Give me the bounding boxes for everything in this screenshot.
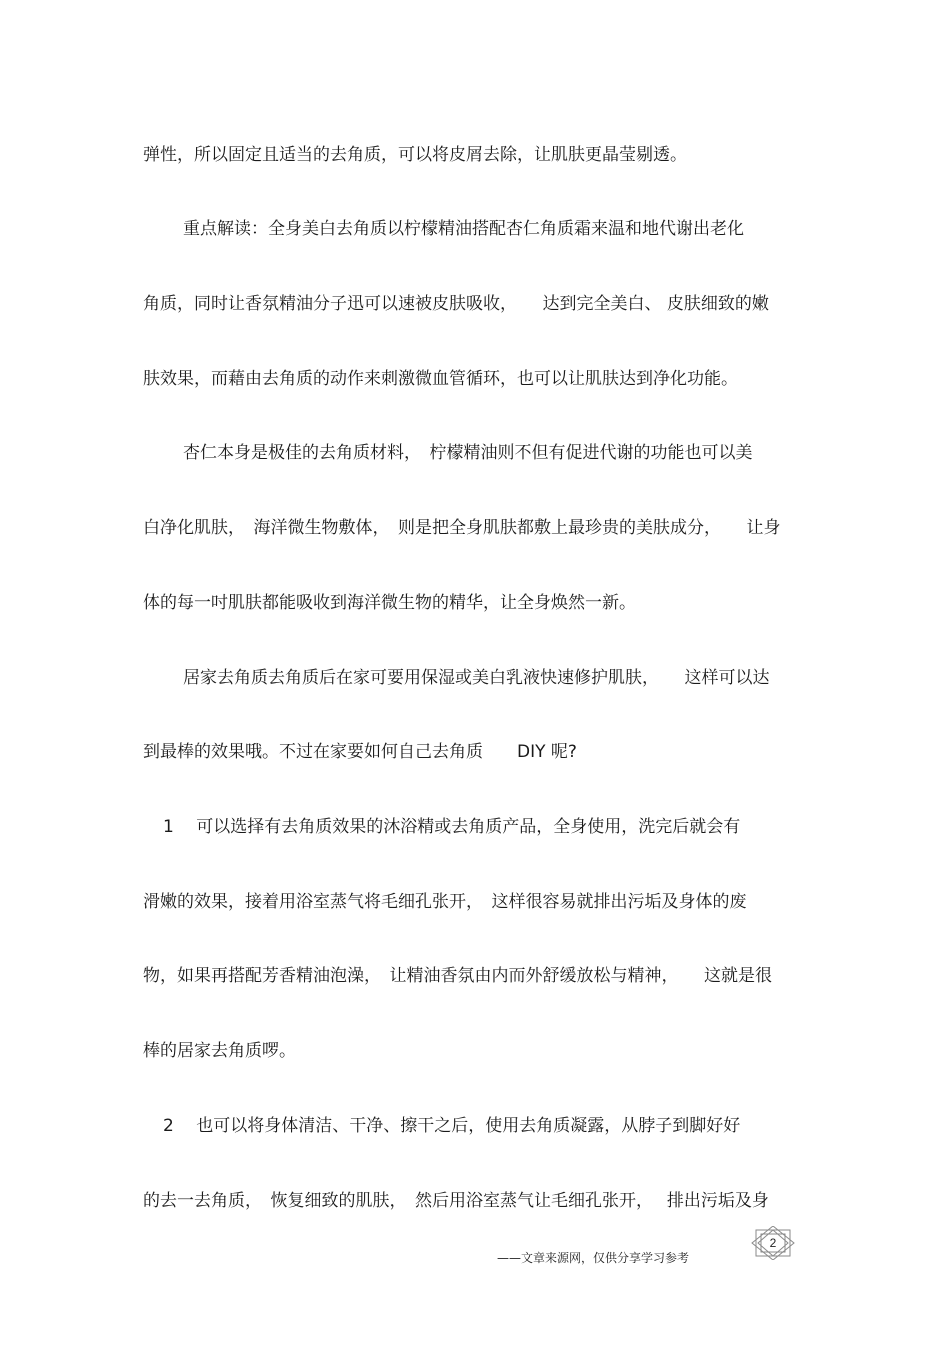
text-line-10: 1 可以选择有去角质效果的沐浴精或去角质产品，全身使用，洗完后就会有 bbox=[163, 817, 741, 837]
text-line-13: 棒的居家去角质啰。 bbox=[143, 1041, 296, 1061]
page-number-badge bbox=[748, 1226, 798, 1260]
text-line-1: 弹性，所以固定且适当的去角质，可以将皮屑去除，让肌肤更晶莹剔透。 bbox=[143, 145, 687, 165]
text-line-3: 角质，同时让香氛精油分子迅可以速被皮肤吸收， 达到完全美白、 皮肤细致的嫩 bbox=[143, 294, 769, 314]
source-note: ——文章来源网，仅供分享学习参考 bbox=[497, 1251, 690, 1265]
text-line-2: 重点解读：全身美白去角质以柠檬精油搭配杏仁角质霜来温和地代谢出老化 bbox=[183, 219, 744, 239]
text-line-5: 杏仁本身是极佳的去角质材料， 柠檬精油则不但有促进代谢的功能也可以美 bbox=[183, 443, 753, 463]
text-line-8: 居家去角质去角质后在家可要用保湿或美白乳液快速修护肌肤， 这样可以达 bbox=[183, 668, 770, 688]
text-line-12: 物，如果再搭配芳香精油泡澡， 让精油香氛由内而外舒缓放松与精神， 这就是很 bbox=[143, 966, 772, 986]
text-line-14: 2 也可以将身体清洁、干净、擦干之后，使用去角质凝露，从脖子到脚好好 bbox=[163, 1116, 741, 1136]
text-line-6: 白净化肌肤， 海洋微生物敷体， 则是把全身肌肤都敷上最珍贵的美肤成分， 让身 bbox=[143, 518, 781, 538]
text-line-9: 到最棒的效果哦。不过在家要如何自己去角质 DIY 呢? bbox=[143, 742, 577, 762]
text-line-15: 的去一去角质， 恢复细致的肌肤， 然后用浴室蒸气让毛细孔张开， 排出污垢及身 bbox=[143, 1191, 769, 1211]
page-number: 2 bbox=[769, 1236, 777, 1250]
text-line-7: 体的每一吋肌肤都能吸收到海洋微生物的精华，让全身焕然一新。 bbox=[143, 593, 636, 613]
text-line-11: 滑嫩的效果，接着用浴室蒸气将毛细孔张开， 这样很容易就排出污垢及身体的废 bbox=[143, 892, 747, 912]
text-line-4: 肤效果，而藉由去角质的动作来刺激微血管循环，也可以让肌肤达到净化功能。 bbox=[143, 369, 738, 389]
